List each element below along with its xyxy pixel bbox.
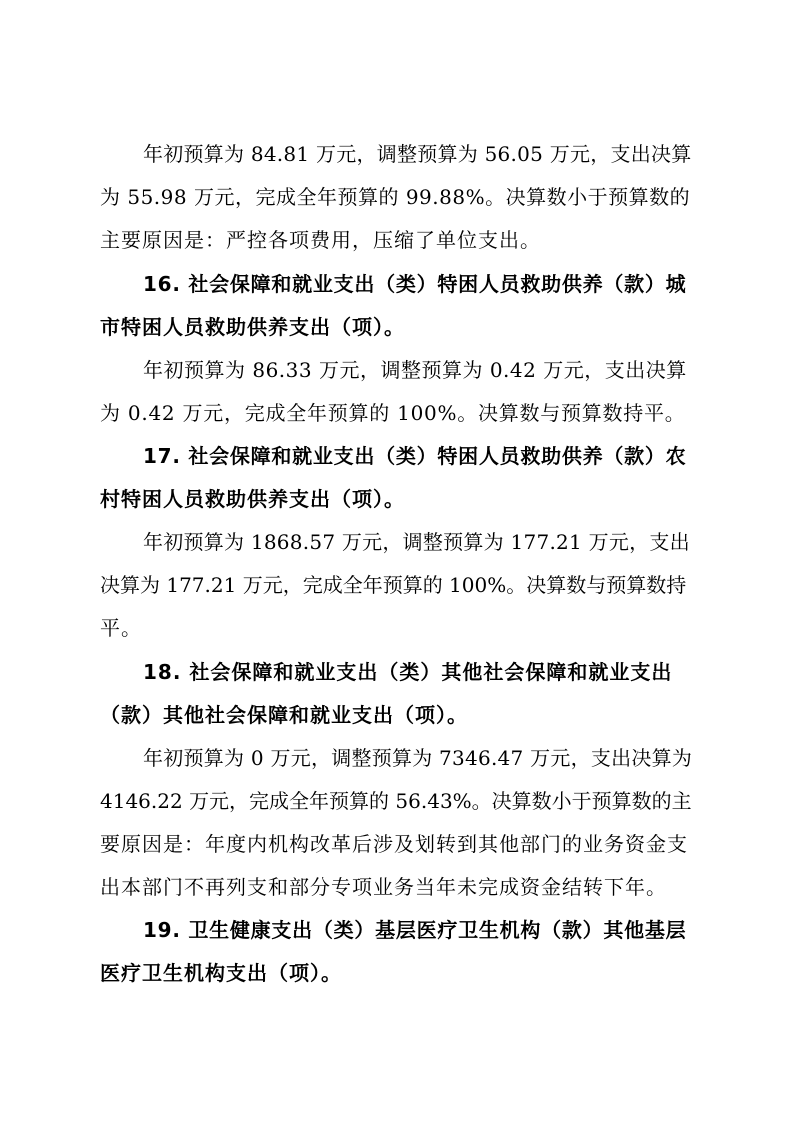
section-heading-line: 18. 社会保障和就业支出（类）其他社会保障和就业支出 (143, 660, 673, 684)
paragraph-line: 要原因是：年度内机构改革后涉及划转到其他部门的业务资金支 (100, 832, 688, 856)
paragraph-line: 主要原因是：严控各项费用，压缩了单位支出。 (100, 228, 541, 252)
paragraph-line: 为 55.98 万元，完成全年预算的 99.88%。决算数小于预算数的 (100, 185, 691, 209)
section-heading-line: 市特困人员救助供养支出（项）。 (100, 315, 405, 339)
section-heading-line: 村特困人员救助供养支出（项）。 (100, 487, 405, 511)
paragraph-line: 年初预算为 1868.57 万元，调整预算为 177.21 万元，支出 (143, 530, 690, 554)
section-heading-line: 17. 社会保障和就业支出（类）特困人员救助供养（款）农 (143, 444, 687, 468)
section-heading-line: 19. 卫生健康支出（类）基层医疗卫生机构（款）其他基层 (143, 918, 687, 942)
section-heading-line: 16. 社会保障和就业支出（类）特困人员救助供养（款）城 (143, 272, 687, 296)
section-heading-line: 医疗卫生机构支出（项）。 (100, 961, 342, 985)
section-heading-line: （款）其他社会保障和就业支出（项）。 (100, 703, 468, 727)
paragraph-line: 平。 (100, 616, 142, 640)
paragraph-line: 决算为 177.21 万元，完成全年预算的 100%。决算数与预算数持 (100, 573, 687, 597)
paragraph-line: 年初预算为 84.81 万元，调整预算为 56.05 万元，支出决算 (143, 142, 692, 166)
paragraph-line: 年初预算为 86.33 万元，调整预算为 0.42 万元，支出决算 (143, 358, 687, 382)
paragraph-line: 出本部门不再列支和部分专项业务当年未完成资金结转下年。 (100, 875, 667, 899)
paragraph-line: 4146.22 万元，完成全年预算的 56.43%。决算数小于预算数的主 (100, 789, 692, 813)
paragraph-line: 年初预算为 0 万元，调整预算为 7346.47 万元，支出决算为 (143, 746, 693, 770)
paragraph-line: 为 0.42 万元，完成全年预算的 100%。决算数与预算数持平。 (100, 401, 686, 425)
